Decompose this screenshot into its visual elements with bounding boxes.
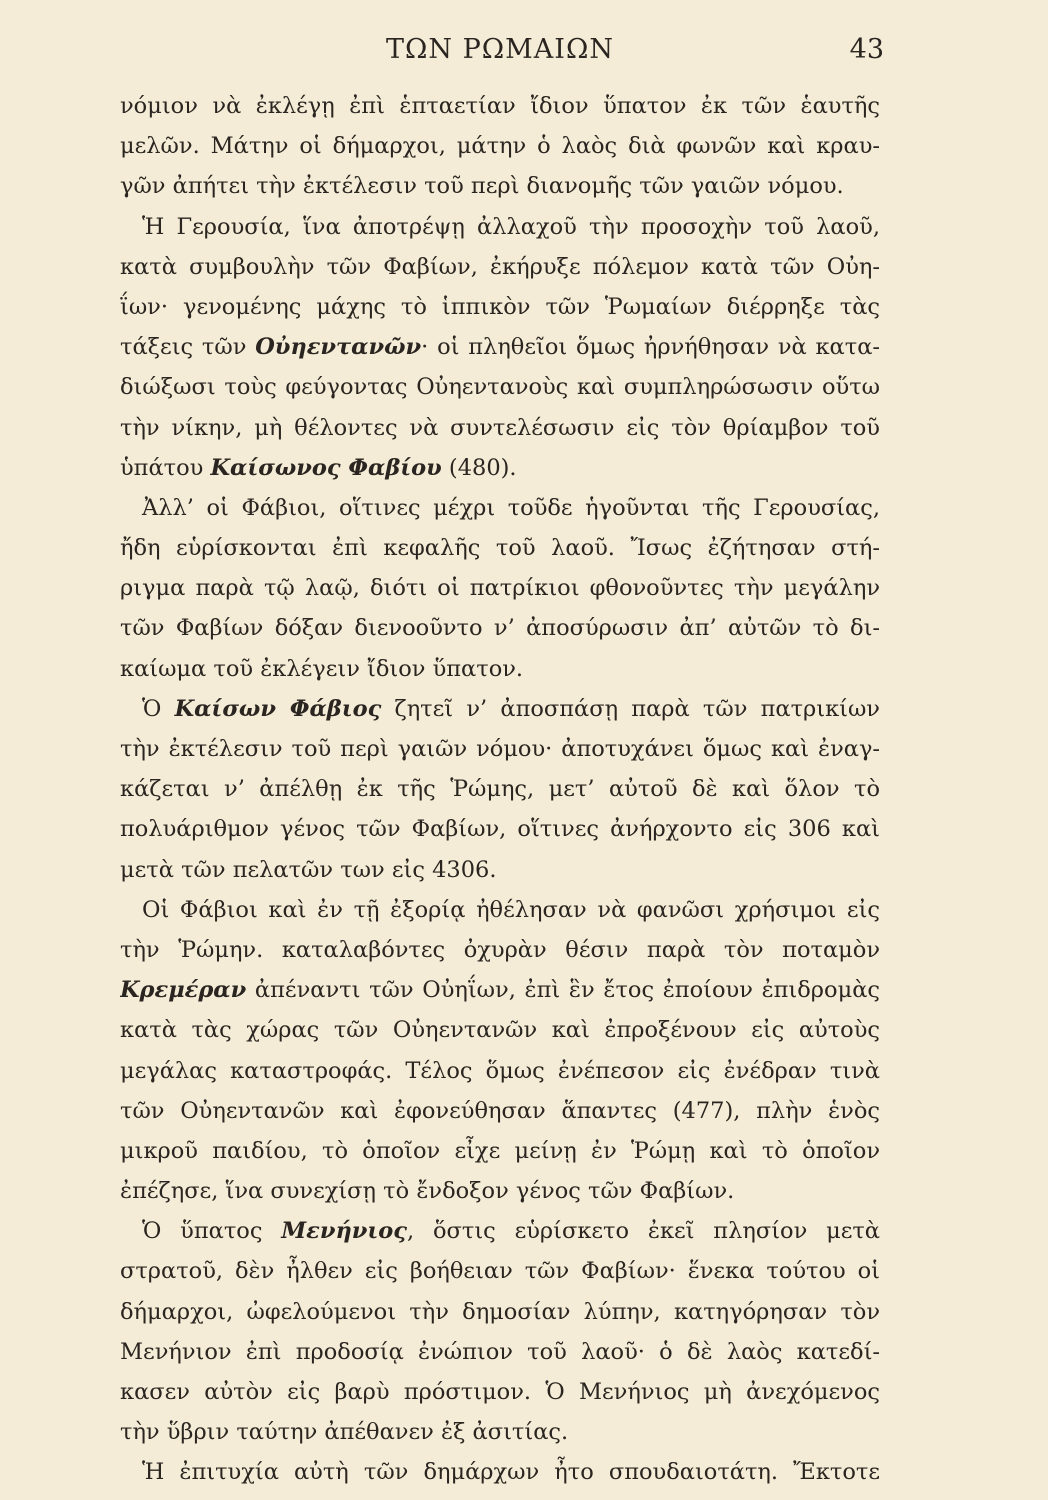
text-line: τῶν Οὐηεντανῶν καὶ ἐφονεύθησαν ἅπαντες (477), πλὴν ἑνὸς [120,1097,880,1124]
text-line: τὴν ἐκτέλεσιν τοῦ περὶ γαιῶν νόμου· ἀποτυχάνει ὅμως καὶ ἐναγ- [120,736,880,762]
text-line: ἤδη εὑρίσκονται ἐπὶ κεφαλῆς τοῦ λαοῦ. Ἴσως ἐζήτησαν στή- [120,535,880,562]
text-line: τὴν νίκην, μὴ θέλοντες νὰ συντελέσωσιν εἰς τὸν θρίαμβον τοῦ [120,414,880,441]
text-line: διώξωσι τοὺς φεύγοντας Οὐηεντανοὺς καὶ συμπληρώσωσιν οὕτω [120,374,880,401]
text-line: Μενήνιον ἐπὶ προδοσίᾳ ἐνώπιον τοῦ λαοῦ· ὁ δὲ λαὸς κατεδί- [120,1338,880,1365]
text-run: τάξεις τῶν [120,334,256,361]
emphasized-name: Κρεμέραν [120,977,247,1004]
text-run: ἀπέναντι τῶν Οὐηΐων, ἐπὶ ἓν ἔτος ἐποίουν ἐπιδρομὰς [246,977,880,1004]
emphasized-name: Καίσων Φάβιος [174,695,382,722]
text-line: κασεν αὐτὸν εἰς βαρὺ πρόστιμον. Ὁ Μενήνιος μὴ ἀνεχόμενος [120,1379,880,1405]
text-run: · οἱ πληθεῖοι ὅμως ἠρνήθησαν νὰ κατα- [421,334,880,361]
text-line: στρατοῦ, δὲν ἦλθεν εἰς βοήθειαν τῶν Φαβίων· ἕνεκα τούτου οἱ [120,1258,880,1285]
emphasized-name: Καίσωνος Φαβίου [210,454,442,481]
text-run: (480). [441,454,517,481]
text-line: κάζεται ν’ ἀπέλθῃ ἐκ τῆς Ῥώμης, μετ’ αὐτοῦ δὲ καὶ ὅλον τὸ [120,776,880,803]
body-text [120,86,880,1493]
text-line: Ἡ Γερουσία, ἵνα ἀποτρέψῃ ἀλλαχοῦ τὴν προσοχὴν τοῦ λαοῦ, [142,213,880,240]
text-line: κατὰ τὰς χώρας τῶν Οὐηεντανῶν καὶ ἐπροξένουν εἰς αὐτοὺς [120,1017,880,1044]
text-line [120,448,880,488]
text-run: ζητεῖ ν’ ἀποσπάσῃ παρὰ τῶν πατρικίων [381,695,880,722]
text-line: μελῶν. Μάτην οἱ δήμαρχοι, μάτην ὁ λαὸς διὰ φωνῶν καὶ κραυ- [120,133,880,160]
text-run: Ὁ [142,695,175,722]
text-run: ὑπάτου [120,454,211,481]
text-line [120,1211,880,1251]
text-line: καίωμα τοῦ ἐκλέγειν ἴδιον ὕπατον. [120,655,524,682]
text-line: κατὰ συμβουλὴν τῶν Φαβίων, ἐκήρυξε πόλεμον κατὰ τῶν Οὐη- [120,253,880,280]
text-line: μεγάλας καταστροφάς. Τέλος ὅμως ἐνέπεσον εἰς ἐνέδραν τινὰ [120,1057,880,1084]
text-line: πολυάριθμον γένος τῶν Φαβίων, οἵτινες ἀνήρχοντο εἰς 306 καὶ [120,816,880,843]
text-line: τὴν Ῥώμην. καταλαβόντες ὀχυρὰν θέσιν παρὰ τὸν ποταμὸν [120,936,880,963]
emphasized-name: Οὐηεντανῶν [255,334,422,361]
running-head [120,28,884,76]
emphasized-name: Μενήνιος [281,1218,408,1245]
text-line [120,689,880,729]
text-line: ριγμα παρὰ τῷ λαῷ, διότι οἱ πατρίκιοι φθονοῦντες τὴν μεγάλην [120,575,880,602]
text-line: δήμαρχοι, ὠφελούμενοι τὴν δημοσίαν λύπην, κατηγόρησαν τὸν [120,1298,880,1325]
text-line [120,327,880,367]
page-number: 43 [849,34,884,65]
text-line: μικροῦ παιδίου, τὸ ὁποῖον εἶχε μείνῃ ἐν Ῥώμῃ καὶ τὸ ὁποῖον [120,1137,880,1164]
text-run: Ὁ ὕπατος [142,1218,282,1245]
text-line: γῶν ἀπήτει τὴν ἐκτέλεσιν τοῦ περὶ διανομῆς τῶν γαιῶν νόμου. [120,173,844,200]
text-line [120,970,880,1010]
running-title: ΤΩΝ ΡΩΜΑΙΩΝ [386,34,614,65]
text-line: τὴν ὕβριν ταύτην ἀπέθανεν ἐξ ἀσιτίας. [120,1419,569,1446]
text-line: ἐπέζησε, ἵνα συνεχίσῃ τὸ ἔνδοξον γένος τῶν Φαβίων. [120,1178,735,1205]
text-line: Οἱ Φάβιοι καὶ ἐν τῇ ἐξορίᾳ ἠθέλησαν νὰ φανῶσι χρήσιμοι εἰς [142,896,880,923]
text-line: Ἡ ἐπιτυχία αὐτὴ τῶν δημάρχων ἦτο σπουδαιοτάτη. Ἔκτοτε [142,1459,880,1486]
text-line: νόμιον νὰ ἐκλέγῃ ἐπὶ ἑπταετίαν ἴδιον ὕπατον ἐκ τῶν ἑαυτῆς [120,93,880,119]
text-run: , ὅστις εὑρίσκετο ἐκεῖ πλησίον μετὰ [407,1218,880,1245]
text-line: Ἀλλ’ οἱ Φάβιοι, οἵτινες μέχρι τοῦδε ἡγοῦνται τῆς Γερουσίας, [142,494,880,521]
text-line: ΐων· γενομένης μάχης τὸ ἱππικὸν τῶν Ῥωμαίων διέρρηξε τὰς [120,293,880,320]
text-line: τῶν Φαβίων δόξαν διενοοῦντο ν’ ἀποσύρωσιν ἀπ’ αὐτῶν τὸ δι- [120,615,880,642]
text-line: μετὰ τῶν πελατῶν των εἰς 4306. [120,856,497,883]
